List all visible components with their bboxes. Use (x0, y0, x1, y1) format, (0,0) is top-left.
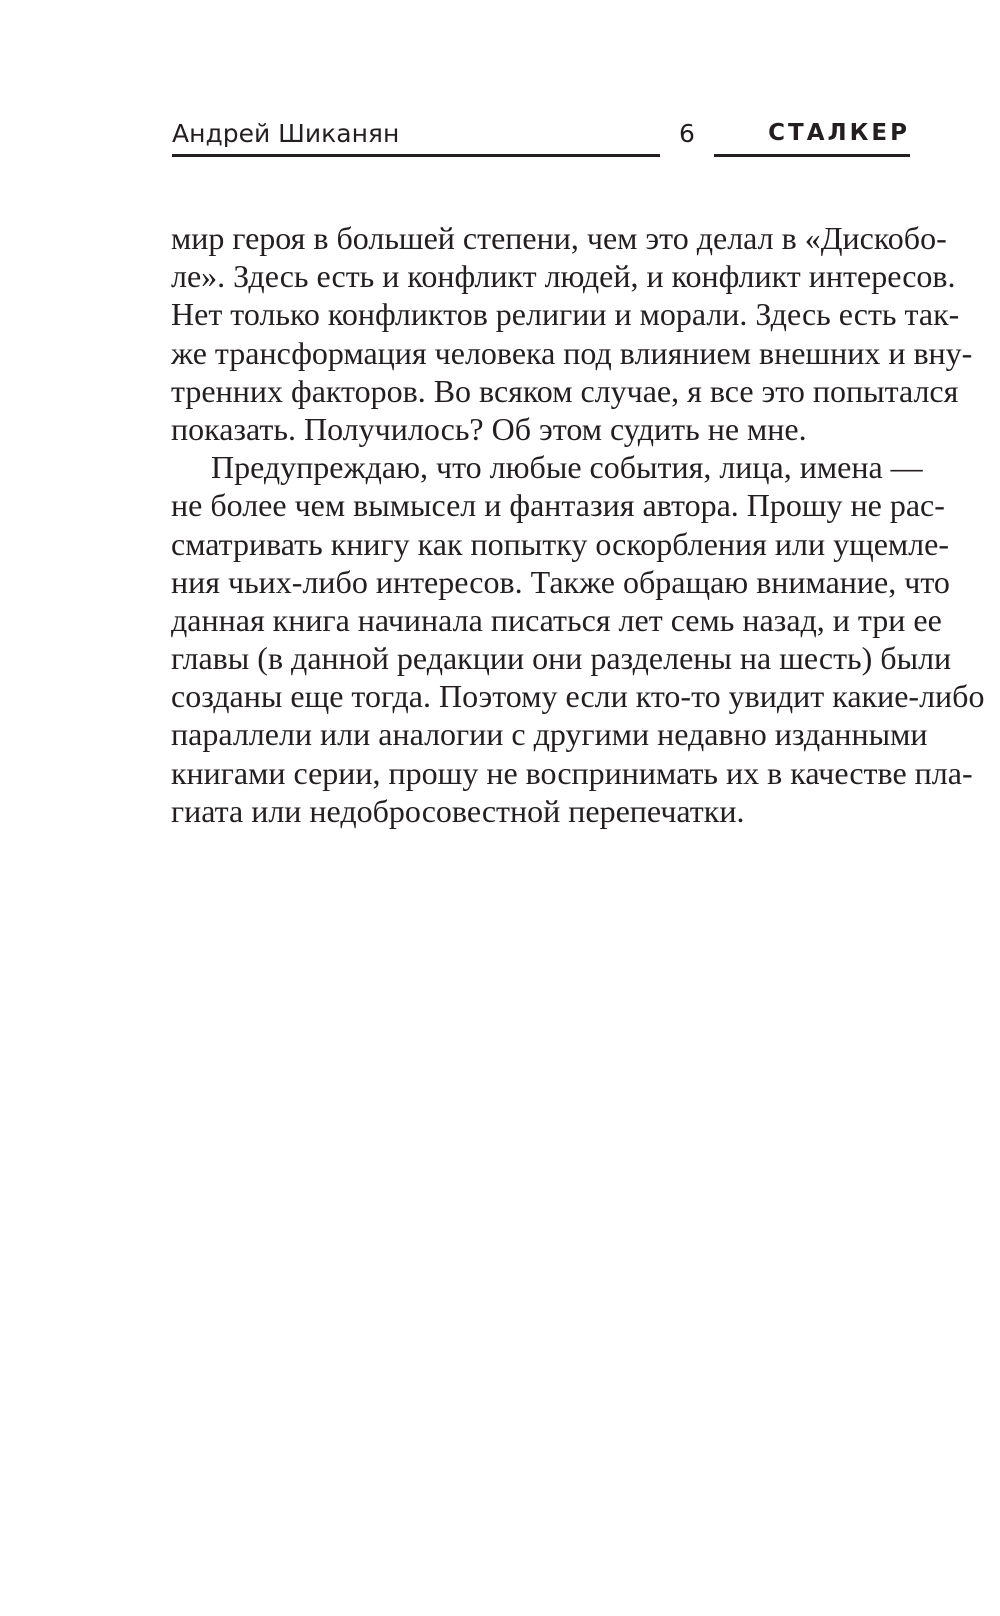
text-line: главы (в данной редакции они разделены на шесть) были (171, 640, 952, 677)
text-line: книгами серии, прошу не воспринимать их в качестве пла- (171, 754, 973, 791)
text-line: же трансформация человека под влиянием внешних и вну- (171, 334, 973, 371)
header-rule-right (714, 154, 910, 157)
text-line: ле». Здесь есть и конфликт людей, и конфликт интересов. (171, 258, 956, 295)
text-line: мир героя в большей степени, чем это делал в «Дискобо- (171, 220, 947, 256)
text-line: не более чем вымысел и фантазия автора. Прошу не рас- (171, 487, 945, 524)
series-title: СТАЛКЕР (768, 120, 910, 146)
text-line: параллели или аналогии с другими недавно изданными (171, 716, 928, 753)
paragraph-2 (171, 448, 985, 830)
text-line: созданы еще тогда. Поэтому если кто-то увидит какие-либо (171, 678, 985, 715)
text-line: ния чьих-либо интересов. Также обращаю внимание, что (171, 563, 950, 600)
header-author: Андрей Шиканян (172, 119, 400, 148)
page-number: 6 (679, 119, 695, 148)
text-line: Нет только конфликтов религии и морали. Здесь есть так- (171, 296, 960, 333)
header-rule-left (172, 154, 660, 157)
text-line: Предупреждаю, что любые события, лица, имена — (211, 449, 923, 486)
text-line: показать. Получилось? Об этом судить не мне. (171, 410, 807, 447)
paragraph-1 (171, 219, 973, 448)
text-line: гиата или недобросовестной перепечатки. (171, 792, 745, 829)
text-line: сматривать книгу как попытку оскорбления или ущемле- (171, 525, 949, 562)
text-line: тренних факторов. Во всяком случае, я все это попытался (171, 372, 959, 409)
body-text (171, 219, 985, 830)
text-line: данная книга начинала писаться лет семь назад, и три ее (171, 601, 942, 638)
